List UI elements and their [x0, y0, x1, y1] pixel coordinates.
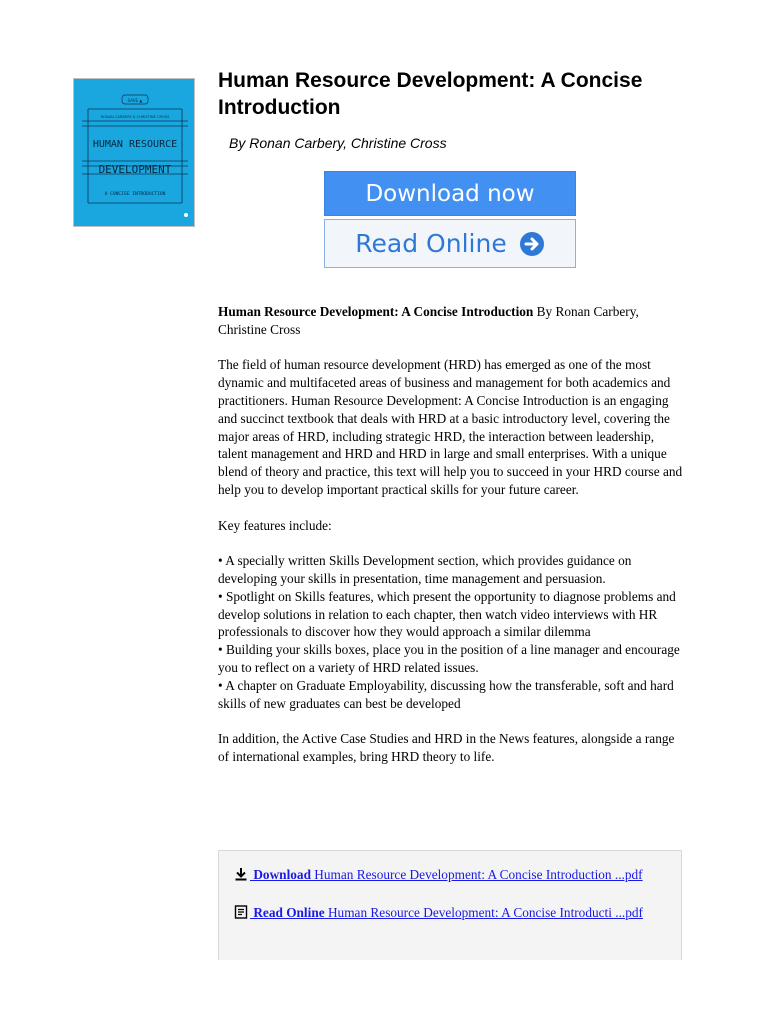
- book-cover-art: [74, 79, 195, 227]
- features-heading: Key features include:: [218, 517, 332, 533]
- read-link-text: Human Resource Development: A Concise Introducti ...pdf: [324, 905, 643, 920]
- download-now-button[interactable]: [324, 171, 576, 216]
- intro-line: [218, 303, 686, 339]
- feature-item: • A specially written Skills Development section, which provides guidance on developing your skills in presentation, time management and persuasion.: [218, 553, 632, 586]
- book-cover: [73, 78, 195, 227]
- intro-authors: By Ronan Carbery, Christine Cross: [218, 304, 639, 337]
- document-icon: [234, 905, 248, 923]
- cover-edition-badge: SAVE ▲: [127, 98, 143, 103]
- book-byline: By Ronan Carbery, Christine Cross: [229, 135, 447, 151]
- cover-authors: RONAN CARBERY & CHRISTINE CROSS: [100, 115, 170, 119]
- download-links-box: [218, 850, 682, 960]
- feature-item: • A chapter on Graduate Employability, discussing how the transferable, soft and hard skills of new graduates can best be developed: [218, 677, 674, 711]
- download-link-strong: Download: [250, 867, 311, 882]
- download-pdf-link[interactable]: [234, 867, 643, 882]
- feature-item: • Spotlight on Skills features, which present the opportunity to diagnose problems and develop solutions in relation to each chapter, then watch video interviews with HR professionals to discover how they would approach a similar dilemma: [218, 588, 676, 640]
- read-link-strong: Read Online: [250, 905, 325, 920]
- description-paragraph: The field of human resource development (HRD) has emerged as one of the most dynamic and multifaceted areas of business and management for both academics and practitioners. Human Resource Development: A Concise Introduction is an engaging and succinct textbook that deals with HRD at a basic introductory level, covering the major areas of HRD, including strategic HRD, the interaction between leadership, talent management and HRD and HRD in large and small enterprises. With a unique blend of theory and practice, this text will help you to succeed in your HRD course and help you to develop important practical skills for your future career.: [218, 357, 683, 497]
- cover-subtitle: A CONCISE INTRODUCTION: [104, 192, 166, 197]
- cover-title-line2: DEVELOPMENT: [98, 163, 172, 176]
- read-link-row: [234, 905, 667, 923]
- download-link-row: [234, 867, 667, 885]
- download-arrow-icon: [234, 867, 248, 885]
- read-online-label: Read Online: [355, 229, 507, 258]
- download-now-label: Download now: [365, 180, 535, 207]
- download-link-text: Human Resource Development: A Concise Introduction ...pdf: [310, 867, 643, 882]
- features-list: [218, 552, 686, 712]
- read-online-pdf-link[interactable]: [234, 905, 643, 920]
- read-online-button[interactable]: [324, 219, 576, 268]
- book-description: [218, 303, 686, 784]
- cover-title-line1: HUMAN RESOURCE: [92, 139, 178, 150]
- book-title: Human Resource Development: A Concise Introduction: [218, 69, 643, 119]
- arrow-right-circle-icon: [519, 231, 545, 257]
- closing-paragraph: In addition, the Active Case Studies and HRD in the News features, alongside a range of international examples, bring HRD theory to life.: [218, 731, 675, 764]
- feature-item: • Building your skills boxes, place you in the position of a line manager and encourage you to reflect on a variety of HRD related issues.: [218, 642, 680, 675]
- intro-title: Human Resource Development: A Concise Introduction: [218, 304, 534, 319]
